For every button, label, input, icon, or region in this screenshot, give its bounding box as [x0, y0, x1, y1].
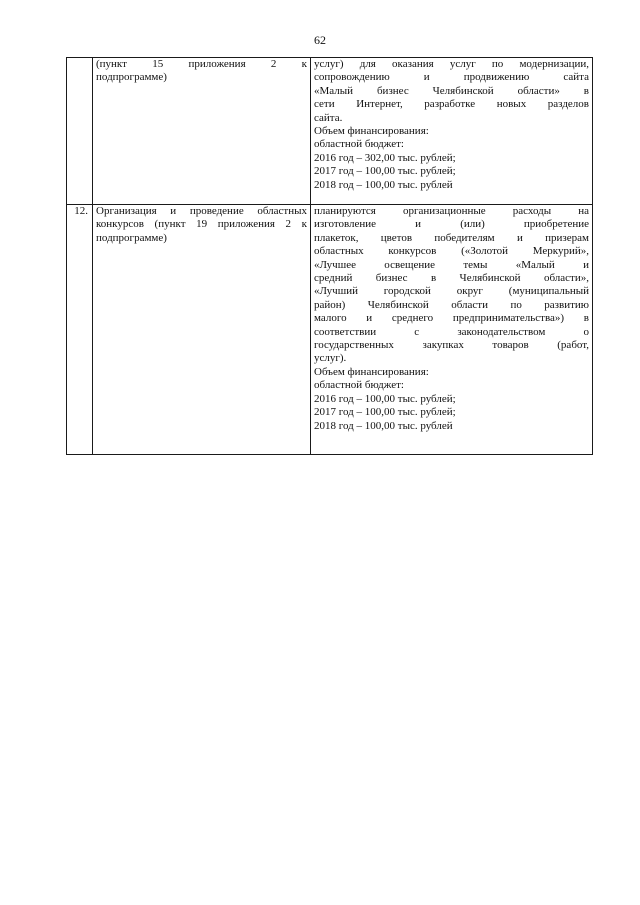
description-line: «Лучший городской округ (муниципальный	[314, 285, 589, 298]
description-line: соответствии с законодательством о	[314, 325, 589, 338]
event-name-cell	[93, 205, 311, 455]
event-name-line: Организация и проведение областных	[96, 205, 307, 217]
funding-source: областной бюджет:	[314, 379, 404, 392]
funding-title: Объем финансирования:	[314, 365, 429, 378]
table-row	[67, 58, 593, 205]
description-line: «Малый бизнес Челябинской области» в	[314, 84, 589, 97]
event-name-line: подпрограмме)	[96, 71, 167, 84]
description-line: малого и среднего предпринимательства») в	[314, 312, 589, 325]
event-name-line: подпрограмме)	[96, 231, 167, 244]
funding-source: областной бюджет:	[314, 138, 404, 151]
description-line: услуг).	[314, 352, 347, 365]
funding-year-2017: 2017 год – 100,00 тыс. рублей;	[314, 406, 456, 419]
description-line: плакеток, цветов победителям и призерам	[314, 231, 589, 244]
description-line: «Лучшее освещение темы «Малый и	[314, 258, 589, 271]
funding-year-2017: 2017 год – 100,00 тыс. рублей;	[314, 165, 456, 178]
description-line: областных конкурсов («Золотой Меркурий»,	[314, 245, 589, 258]
event-name-line: конкурсов (пункт 19 приложения 2 к	[96, 218, 307, 231]
description-line: средний бизнес в Челябинской области»,	[314, 272, 589, 285]
funding-title: Объем финансирования:	[314, 125, 429, 138]
funding-year-2016: 2016 год – 302,00 тыс. рублей;	[314, 151, 456, 164]
funding-year-2018: 2018 год – 100,00 тыс. рублей	[314, 178, 453, 191]
page-number: 62	[314, 33, 326, 47]
description-line: услуг) для оказания услуг по модернизации,	[314, 58, 589, 70]
event-name-line: (пункт 15 приложения 2 к	[96, 58, 307, 70]
event-description-cell	[311, 205, 593, 455]
funding-year-2018: 2018 год – 100,00 тыс. рублей	[314, 419, 453, 432]
event-description-cell	[311, 58, 593, 205]
description-line: государственных закупках товаров (работ,	[314, 339, 589, 352]
description-line: изготовление и (или) приобретение	[314, 218, 589, 231]
description-line: сайта.	[314, 111, 343, 124]
funding-year-2016: 2016 год – 100,00 тыс. рублей;	[314, 392, 456, 405]
description-line: район) Челябинской области по развитию	[314, 298, 589, 311]
program-table	[66, 57, 593, 455]
description-line: сети Интернет, разработке новых разделов	[314, 98, 589, 111]
description-line: сопровождению и продвижению сайта	[314, 71, 589, 84]
row-number-cell: 12.	[67, 205, 93, 455]
event-name-cell	[93, 58, 311, 205]
row-number-cell	[67, 58, 93, 205]
table-row	[67, 205, 593, 455]
description-line: планируются организационные расходы на	[314, 205, 589, 217]
